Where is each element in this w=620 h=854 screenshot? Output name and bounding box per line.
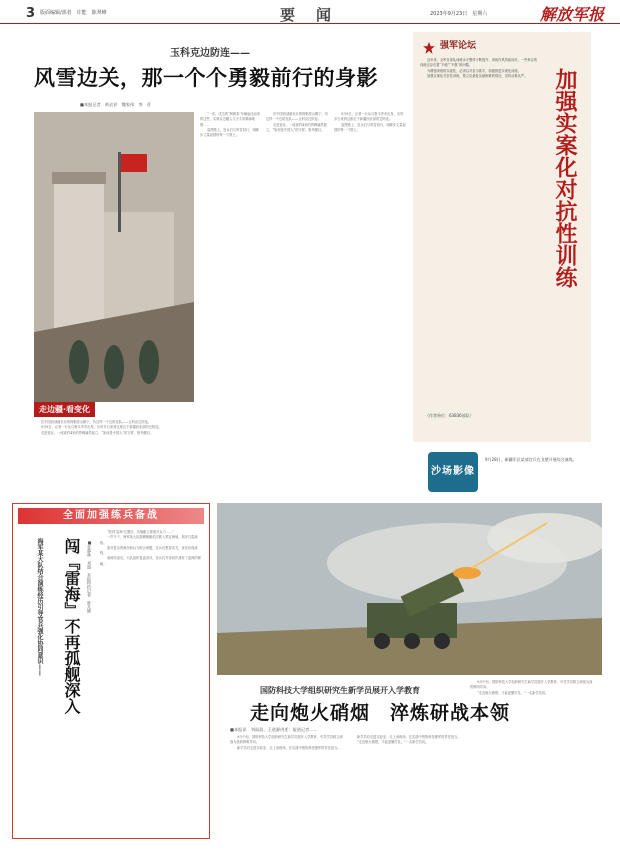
paragraph: 新学员们走进实验室、走上训练场，在实践中感悟科技强军的责任担当。	[237, 745, 341, 750]
paragraph: 9月8日，记者一行从乌鲁木齐市出发，历时多日来到这座位于新疆西北部的边防连。	[41, 425, 162, 430]
paragraph: “一次，戍边的“阿勒泰’车辆途径而来的这些，实则以边疆人与天斗的精神地图……	[200, 112, 260, 127]
main-story-kicker: 玉科克边防连——	[170, 48, 250, 59]
paragraph: 加强实案化对抗性训练，要立足最复杂最困难的情况，坚持从难从严。	[427, 73, 528, 78]
bottom-story-body-col2	[350, 735, 465, 845]
sand-table-logo: 沙场影像	[428, 452, 478, 492]
paragraph: 9月中旬，国防科技大学组织研究生新学员展开入学教育，引导学员树立研战为战的鲜明导向。	[230, 735, 343, 745]
feature-subtitle: 海军某大队结合演练经历引导官兵强化协同意识——	[36, 538, 43, 676]
main-story-body-col4	[334, 112, 406, 442]
photo-tag: 走边疆·看变化	[34, 402, 95, 417]
rocket-launch-photo	[217, 503, 602, 675]
commentary-column-label: 强军论坛	[440, 41, 477, 51]
paragraph: 在中国西部最东北的阿勒泰山脚下，有这样一个边防连队——玉科克边防连。	[266, 112, 329, 122]
paragraph: 演练结束后，大队组织复盘讲评，官兵们对协同作战有了更深的理解。	[100, 556, 201, 566]
bottom-story-body-col3	[470, 680, 595, 845]
main-story-headline: 风雪边关，那一个个勇毅前行的身影	[34, 66, 378, 90]
paragraph: 为增强训练的实战性，必须以对抗为抓手，积极推进实案化训练。	[427, 68, 521, 73]
main-story-body-col2	[200, 112, 262, 442]
main-story-body-col3	[266, 112, 330, 442]
commentary-author: （作者单位：63836部队）	[425, 413, 474, 418]
bottom-story-byline: ■本报讯 刘雨晨、王道源讲述：报道记者……	[230, 727, 318, 732]
date-line: 2023年9月23日 星期六	[430, 11, 488, 17]
main-story-byline: ■本报记者 黄必祥 魏家伟 李 晋	[80, 102, 151, 107]
feature-body	[100, 530, 204, 830]
main-story-body-col1	[34, 420, 194, 500]
paragraph: 9月中旬，国防科技大学组织研究生新学员展开入学教育，引导学员树立研战为战的鲜明导向。	[470, 680, 593, 690]
paragraph: 走进营区，一座高约4米的界碑赫然挺立，“如何是中国人”的字样，格外醒目。	[41, 430, 154, 435]
border-post-illustration	[34, 112, 194, 402]
feature-byline: ■张静林 刘盛 本报特约记者 陈凡健	[87, 540, 92, 613]
section-title: 要 闻	[280, 6, 335, 24]
bottom-story-kicker: 国防科技大学组织研究生新学员展开入学教育	[260, 686, 420, 695]
commentary-body	[420, 58, 538, 408]
paragraph: 巡逻路上，官兵们与风雪同行，用脚步丈量祖国的每一寸领土。	[334, 122, 406, 132]
paragraph: “走近炮火硝烟，才能更懂打仗。”一名新学员说。	[477, 690, 549, 695]
main-story-photo	[34, 112, 194, 402]
section-editor-info: 版面编辑/部者 许能 陈翠峰	[40, 10, 107, 16]
bottom-story-body-col1	[230, 735, 345, 845]
feature-banner: 全面加强练兵备战	[18, 508, 204, 524]
paragraph: 巡逻路上，官兵们与风雪同行，用脚步丈量祖国的每一寸领土。	[200, 127, 259, 138]
paragraph: 近年来，全军各部队训练水平整体不断提升，训练作风持续向好，一些单位的训练还存在着“不硬”“不强”的问题。	[420, 58, 538, 68]
rocket-launcher-illustration	[217, 503, 602, 675]
paragraph: 新学员们走进实验室、走上训练场，在实践中感悟科技强军的责任担当。	[357, 735, 461, 739]
commentary-title: 加强实案化对抗性训练	[552, 68, 577, 288]
star-icon	[422, 40, 436, 54]
bottom-story-headline: 走向炮火硝烟 淬炼研战本领	[250, 702, 511, 724]
feature-title: 闯『雷海』不再孤舰深入	[62, 538, 81, 714]
newspaper-logo: 解放军报	[540, 5, 605, 24]
page-number: 3	[26, 6, 36, 21]
paragraph: 走进营区，一座高约4米的界碑赫然挺立，“如何是中国人”的字样，格外醒目。	[266, 122, 327, 132]
paragraph: 在中国西部最东北的阿勒泰山脚下，有这样一个边防连队——玉科克边防连。	[41, 420, 152, 424]
paragraph: “走近炮火硝烟，才能更懂打仗。”一名新学员说。	[357, 740, 429, 745]
sand-table-caption: 9月28日，新疆军区某部官兵在戈壁开展综合演练。	[485, 457, 577, 462]
paragraph: 一声令下，海军某大队数艘舰艇依次驶入预定海域，展开扫雷演练。	[100, 535, 198, 545]
paragraph: “收到‘雷海’位置后，各舰艇立即展开兵力……”	[107, 530, 174, 534]
paragraph: 面对复杂的海况和兵力配合难题，官兵们集智攻关，优化协同流程。	[100, 545, 198, 556]
paragraph: 9月8日，记者一行从乌鲁木齐市出发，历时多日来到这座位于新疆西北部的边防连。	[334, 112, 404, 122]
